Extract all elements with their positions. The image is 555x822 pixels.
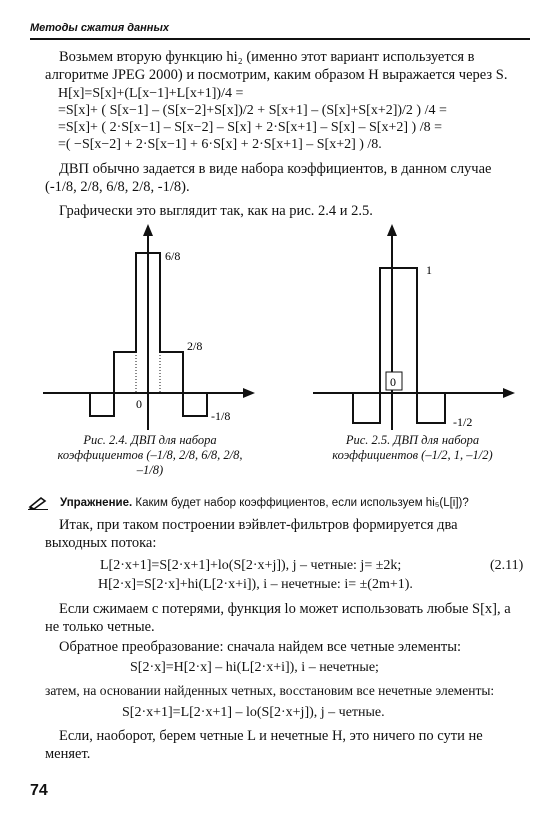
equation-2-11-line-2: H[2·x]=S[2·x]+hi(L[2·x+i]), i – нечетные: i= ±(2m+1). xyxy=(98,577,413,592)
lossy-paragraph: Если сжимаем с потерями, функция lo может использовать любые S[x], а не только четные. xyxy=(45,601,511,635)
derivation-line-1: H[x]=S[x]+(L[x−1]+L[x+1])/4 = xyxy=(58,86,244,101)
x-axis-arrow-icon xyxy=(243,388,255,398)
figure-2-5-caption: Рис. 2.5. ДВП для набора коэффициентов (–1/2, 1, –1/2) xyxy=(332,433,493,462)
label-zero: 0 xyxy=(390,375,396,389)
label-zero: 0 xyxy=(136,397,142,411)
figure-2-4 xyxy=(35,220,265,435)
running-header: Методы сжатия данных xyxy=(30,18,530,40)
exercise-label: Упражнение. xyxy=(60,497,133,509)
figure-2-5 xyxy=(305,220,530,435)
exercise-line xyxy=(28,494,538,512)
page-number: 74 xyxy=(30,782,48,799)
streams-paragraph: Итак, при таком построении вэйвлет-фильтров формируется два выходных потока: xyxy=(45,517,458,551)
label-6-8: 6/8 xyxy=(165,249,181,263)
pencil-icon xyxy=(28,496,50,510)
x-axis-arrow-icon xyxy=(503,388,515,398)
label-2-8: 2/8 xyxy=(187,339,203,353)
derivation-line-4: =( −S[x−2] + 2·S[x−1] + 6·S[x] + 2·S[x+1] – S[x+2] ) /8. xyxy=(58,137,382,152)
final-paragraph: Если, наоборот, берем четные L и нечетные H, это ничего по сути не меняет. xyxy=(45,728,483,762)
dwt-paragraph: ДВП обычно задается в виде набора коэффициентов, в данном случае (-1/8, 2/8, 6/8, 2/8, -1/8). xyxy=(45,161,492,195)
y-axis-arrow-icon xyxy=(387,224,397,236)
derivation-line-2: =S[x]+ ( S[x−1] – (S[x−2]+S[x])/2 + S[x+1] – (S[x]+S[x+2])/2 ) /4 = xyxy=(58,103,447,118)
figure-2-4-caption: Рис. 2.4. ДВП для набора коэффициентов (–1/8, 2/8, 6/8, 2/8, –1/8) xyxy=(57,433,243,477)
label-neg-1-8: -1/8 xyxy=(211,409,231,423)
equation-inverse-even: S[2·x]=H[2·x] – hi(L[2·x+i]), i – нечетные; xyxy=(130,660,379,675)
inverse-paragraph: Обратное преобразование: сначала найдем все четные элементы: xyxy=(59,639,462,655)
label-one: 1 xyxy=(426,263,432,277)
intro-paragraph: Возьмем вторую функцию hi₂ (именно этот вариант используется в алгоритме JPEG 2000) и посмотрим, каким образом H выражается через S. xyxy=(45,49,508,83)
equation-2-11-line-1: L[2·x+1]=S[2·x+1]+lo(S[2·x+j]), j – четные: j= ±2k; xyxy=(100,558,402,573)
derivation-line-3: =S[x]+ ( 2·S[x−1] – S[x−2] – S[x] + 2·S[x+1] – S[x] – S[x+2] ) /8 = xyxy=(58,120,442,135)
y-axis-arrow-icon xyxy=(143,224,153,236)
equation-number: (2.11) xyxy=(490,558,524,573)
then-paragraph: затем, на основании найденных четных, восстановим все нечетные элементы: xyxy=(45,683,495,698)
label-neg-1-2: -1/2 xyxy=(453,415,473,429)
coefficient-steps xyxy=(353,268,445,423)
exercise-text: Каким будет набор коэффициентов, если используем hi₅(L[i])? xyxy=(135,497,469,509)
equation-inverse-odd: S[2·x+1]=L[2·x+1] – lo(S[2·x+j]), j – четные. xyxy=(122,705,385,720)
graph-paragraph: Графически это выглядит так, как на рис. 2.4 и 2.5. xyxy=(59,203,373,219)
